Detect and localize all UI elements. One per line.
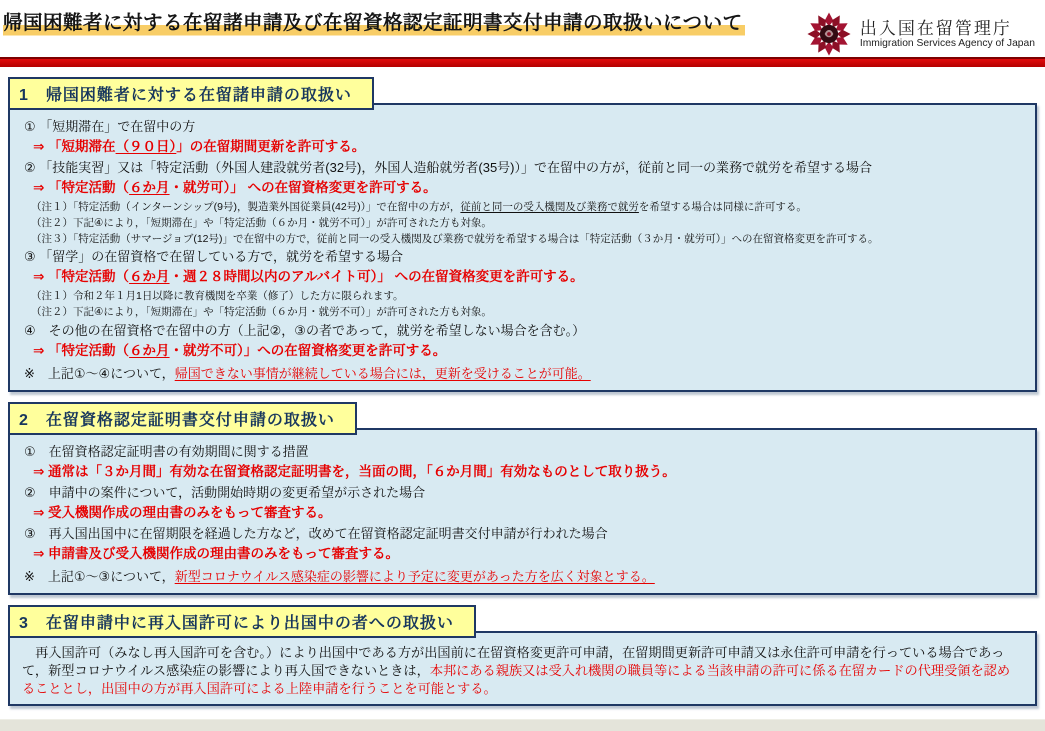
section-2-body xyxy=(8,428,1037,595)
text-segment: ⇒ 申請書及び受入機関作成の理由書のみをもって審査する。 xyxy=(33,546,400,562)
title-highlight: 帰国困難者に対する在留諸申請及び在留資格認定証明書交付申請の取扱いについて xyxy=(3,12,745,37)
arrow-line xyxy=(33,463,1025,482)
section-1-body xyxy=(8,103,1037,392)
text-segment: ⇒ 受入機関作成の理由書のみをもって審査する。 xyxy=(33,505,332,521)
text-segment: ※ 上記①～③について， xyxy=(24,569,175,585)
text-segment: ④ その他の在留資格で在留中の方（上記②，③の者であって，就労を希望しない場合を含む。） xyxy=(24,322,586,338)
section-3-body xyxy=(8,631,1037,706)
text-segment: （注３）「特定活動（サマージョブ(12号)」で在留中の方で，従前と同一の受入機関及び業務で就労を希望する場合は「特定活動（３か月・就労可）」への在留資格変更を許可する。 xyxy=(31,232,879,245)
item-line xyxy=(24,159,1025,177)
text-segment: ６か月 xyxy=(129,180,170,196)
item-line xyxy=(24,443,1025,461)
text-segment: （９０日） xyxy=(115,139,177,155)
text-segment: （注２）下記④により，「短期滞在」や「特定活動（６か月・就労不可）」が許可された方も対象。 xyxy=(31,216,492,229)
asterisk-line xyxy=(24,568,1025,586)
text-segment: 」の在留期間更新を許可する。 xyxy=(176,139,366,155)
note-line xyxy=(31,289,1025,304)
section-3 xyxy=(8,605,1037,706)
note-line xyxy=(31,232,1025,247)
text-segment: ⇒ 「特定活動（ xyxy=(33,180,130,196)
arrow-line xyxy=(33,268,1025,287)
note-line xyxy=(31,216,1025,231)
text-segment: ・週２８時間以内のアルバイト可）」 への在留資格変更を許可する。 xyxy=(169,269,584,285)
bottom-gray-bar xyxy=(0,719,1045,731)
item-line xyxy=(24,484,1025,502)
item-line xyxy=(24,525,1025,543)
text-segment: ② 申請中の案件について，活動開始時期の変更希望が示された場合 xyxy=(24,485,426,501)
agency-logo-rosette-icon xyxy=(806,11,852,57)
note-line xyxy=(31,200,1025,215)
arrow-line xyxy=(33,342,1025,361)
text-segment: ③ 再入国出国中に在留期限を経過した方など，改めて在留資格認定証明書交付申請が行われた場合 xyxy=(24,526,608,542)
arrow-line xyxy=(33,545,1025,564)
text-segment: ① 在留資格認定証明書の有効期間に関する措置 xyxy=(24,443,309,459)
text-segment: 新型コロナウイルス感染症の影響により予定に変更があった方を広く対象とする。 xyxy=(174,569,655,585)
text-segment: 本邦にある親族又は受入れ機関の職員等による当該申請の許可に係る在留カードの代理受領を認めることとし，出国中の方が再入国許可による上陸申請を行うことを可能とする。 xyxy=(22,663,1011,697)
asterisk-line xyxy=(24,365,1025,383)
para-line xyxy=(22,644,1023,698)
header-divider-bar xyxy=(0,57,1045,67)
text-segment: ⇒ 「特定活動（ xyxy=(33,342,130,358)
arrow-line xyxy=(33,504,1025,523)
text-segment: ※ 上記①～④について， xyxy=(24,365,175,381)
text-segment: （注１）令和２年１月1日以降に教育機関を卒業（修了）した方に限られます。 xyxy=(31,290,404,303)
text-segment: 従前と同一の受入機関及び業務で就労 xyxy=(460,201,639,214)
section-1 xyxy=(8,77,1037,392)
text-segment: ③ 「留学」の在留資格で在留している方で，就労を希望する場合 xyxy=(24,249,404,265)
document-body xyxy=(0,77,1045,706)
text-segment: ⇒ 「短期滞在 xyxy=(33,139,116,155)
section-1-header: 1 帰国困難者に対する在留諸申請の取扱い xyxy=(8,77,374,110)
document-header xyxy=(0,0,1045,56)
agency-name-jp: 出入国在留管理庁 xyxy=(859,18,1012,38)
section-2 xyxy=(8,402,1037,595)
item-line xyxy=(24,248,1025,266)
agency-name-en: Immigration Services Agency of Japan xyxy=(859,38,1035,50)
text-segment: 帰国できない事情が継続している場合には，更新を受けることが可能。 xyxy=(174,365,591,381)
section-2-header: 2 在留資格認定証明書交付申請の取扱い xyxy=(8,402,357,435)
text-segment: ・就労不可）」への在留資格変更を許可する。 xyxy=(169,342,447,358)
item-line xyxy=(24,118,1025,136)
text-segment: ⇒ 「特定活動（ xyxy=(33,269,130,285)
text-segment: （注１）「特定活動（インターンシップ(9号)，製造業外国従業員(42号)）」で在留中の方が， xyxy=(31,201,461,214)
agency-name xyxy=(860,19,1035,50)
text-segment: ⇒ 通常は「３か月間」有効な在留資格認定証明書を，当面の間，「６か月間」有効なものとして取り扱う。 xyxy=(33,464,676,480)
arrow-line xyxy=(33,138,1025,157)
page-title xyxy=(3,9,745,38)
text-segment: 再入国許可（みなし再入国許可を含む。）により出国中である方が出国前に在留資格変更許可申請，在留期間更新許可申請又は永住許可申請を行っている場合であって，新型コロナウイルス感染症の影響により再入国できないときは， xyxy=(22,645,1005,679)
item-line xyxy=(24,322,1025,340)
section-3-header: 3 在留申請中に再入国許可により出国中の者への取扱い xyxy=(8,605,476,638)
text-segment: ② 「技能実習」又は「特定活動（外国人建設就労者(32号)，外国人造船就労者(35号)）」で在留中の方が，従前と同一の業務で就労を希望する場合 xyxy=(24,160,873,176)
agency-brand xyxy=(806,11,1035,57)
text-segment: ６か月 xyxy=(129,269,170,285)
text-segment: （注２）下記④により，「短期滞在」や「特定活動（６か月・就労不可）」が許可された方も対象。 xyxy=(31,305,492,318)
text-segment: ６か月 xyxy=(129,342,170,358)
text-segment: を希望する場合は同様に許可する。 xyxy=(638,201,807,214)
text-segment: ・就労可）」 への在留資格変更を許可する。 xyxy=(169,180,437,196)
note-line xyxy=(31,305,1025,320)
arrow-line xyxy=(33,179,1025,198)
text-segment: ① 「短期滞在」で在留中の方 xyxy=(24,119,196,134)
